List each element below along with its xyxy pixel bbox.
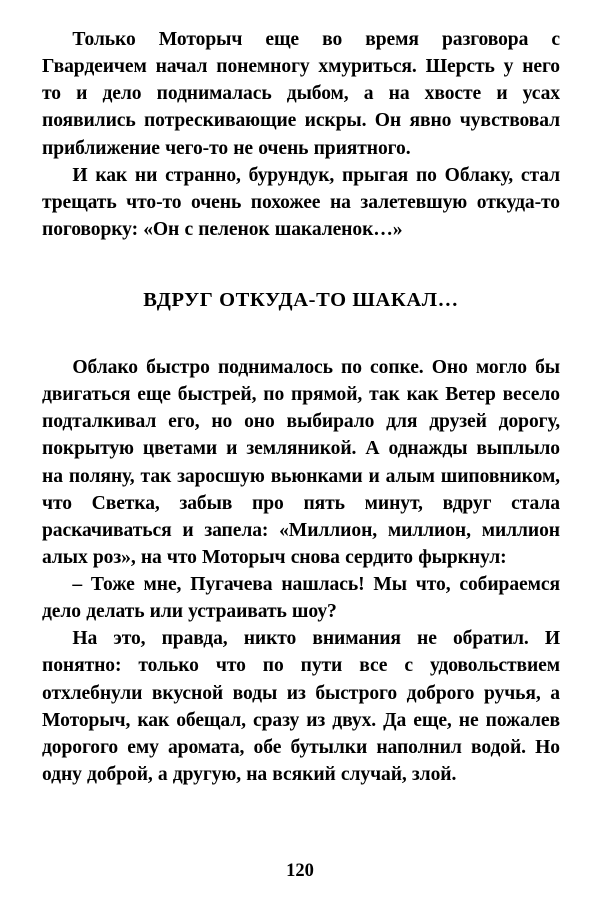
page-number: 120 bbox=[286, 861, 314, 881]
spacer bbox=[42, 243, 560, 289]
text-block-after-heading bbox=[42, 354, 560, 788]
paragraph: – Тоже мне, Пугачева нашлась! Мы что, собираемся дело делать или устраивать шоу? bbox=[42, 574, 560, 623]
paragraph: Только Моторыч еще во время разговора с Гвардеичем начал понемногу хмуриться. Шерсть у него то и дело поднималась дыбом, а на хвосте и усах появились потрескивающие искры. Он явно чувствовал приближение чего-то не очень приятного. bbox=[42, 29, 560, 159]
paragraph: И как ни странно, бурундук, прыгая по Облаку, стал трещать что-то очень похожее на залетевшую откуда-то поговорку: «Он с пеленок шакаленок…» bbox=[42, 164, 560, 240]
section-heading: ВДРУГ ОТКУДА-ТО ШАКАЛ… bbox=[143, 289, 459, 311]
paragraph: На это, правда, никто внимания не обратил. И понятно: только что по пути все с удовольствием отхлебнули вкусной воды из быстрого доброго ручья, а Моторыч, как обещал, сразу из двух. Да еще, не пожалев дорогого ему аромата, обе бутылки наполнил водой. Но одну доброй, а другую, на всякий случай, злой. bbox=[42, 628, 560, 785]
paragraph: Облако быстро поднималось по сопке. Оно могло бы двигаться еще быстрей, по прямой, так как Ветер весело подталкивал его, но оно выбирало для друзей дорогу, покрытую цветами и земляникой. А однажды выплыло на поляну, так заросшую вьюнками и алым шиповником, что Светка, забыв про пять минут, вдруг стала раскачиваться и запела: «Миллион, миллион, миллион алых роз», на что Моторыч снова сердито фыркнул: bbox=[42, 357, 560, 568]
text-block-before-heading bbox=[42, 26, 560, 243]
spacer bbox=[42, 312, 560, 354]
